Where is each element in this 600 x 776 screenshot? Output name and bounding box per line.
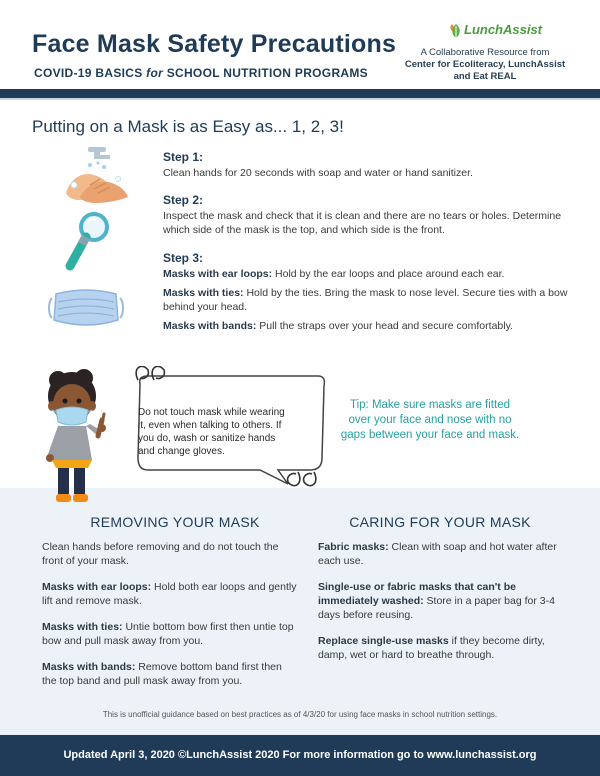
removing-ear-label: Masks with ear loops: [42,581,152,593]
removing-bands-text: Remove bottom band first then the top band and pull mask away from you. [42,661,282,687]
step-3-ear-loops [163,267,573,281]
removing-bands-label: Masks with bands: [42,661,136,673]
page-title: Face Mask Safety Precautions [32,30,397,58]
step-3-ties-text: Hold by the ties. Bring the mask to nose level. Secure ties with a bow behind your head. [163,287,568,313]
step-3-title: Step 3: [163,251,204,265]
caring-heading: CARING FOR YOUR MASK [349,514,531,530]
collab-line-1: A Collaborative Resource from [420,47,550,58]
removing-ear-loops [42,580,297,608]
collaboration-credit [400,47,570,83]
do-not-touch-note: Do not touch mask while wearing it, even when talking to others. If you do, wash or sanitize hands and change gloves. [138,407,285,457]
subtitle-pre: COVID-19 BASICS [34,66,147,80]
putting-on-heading: Putting on a Mask is as Easy as... 1, 2, 3! [32,117,344,136]
magnifying-glass-icon [62,210,112,276]
quote-close-icon [288,472,316,486]
removing-ties-label: Masks with ties: [42,621,123,633]
caring-replace-text: if they become dirty, damp, wet or hard to breathe through. [318,635,545,661]
fit-tip: Tip: Make sure masks are fitted over your face and nose with no gaps between your face and mask. [340,399,520,441]
step-3-ear-text: Hold by the ear loops and place around each ear. [272,268,505,280]
step-3 [163,251,573,338]
page-subtitle [34,66,368,80]
caring-fabric-label: Fabric masks: [318,541,389,553]
removing-bands [42,660,297,688]
header-divider [0,89,600,98]
removing-heading: REMOVING YOUR MASK [90,514,260,530]
caring-column [318,540,563,674]
step-2-title: Step 2: [163,193,204,207]
step-1 [163,150,573,185]
caring-single-use [318,580,563,622]
step-2 [163,193,573,242]
removing-ear-text: Hold both ear loops and gently lift and remove mask. [42,581,297,607]
step-2-text: Inspect the mask and check that it is clean and there are no tears or holes. Determine which side of the mask is the top, and which side is the front. [163,210,562,236]
removing-ties-text: Untie bottom bow first then untie top bow and pull mask away from you. [42,621,294,647]
step-3-bands [163,319,573,333]
header [0,0,600,90]
step-3-bands-label: Masks with bands: [163,320,257,332]
removing-column [42,540,297,700]
subtitle-for: for [146,66,164,80]
step-3-ear-label: Masks with ear loops: [163,268,273,280]
step-1-title: Step 1: [163,150,204,164]
lunchassist-logo [450,22,543,40]
step-3-ties [163,286,573,314]
leaf-icon [450,23,462,39]
caring-replace [318,634,563,662]
hand-washing-icon [60,145,132,207]
caring-fabric-text: Clean with soap and hot water after each use. [318,541,557,567]
caring-fabric [318,540,563,568]
removing-p1: Clean hands before removing and do not touch the front of your mask. [42,541,279,567]
collab-line-2: Center for Ecoliteracy, LunchAssist [404,59,566,70]
caring-single-label: Single-use or fabric masks that can't be immediately washed: [318,581,516,607]
surgical-mask-icon [48,288,124,328]
subtitle-post: SCHOOL NUTRITION PROGRAMS [163,66,368,80]
child-with-mask-illustration [38,368,114,508]
logo-text: LunchAssist [464,22,543,37]
removing-ties [42,620,297,648]
step-1-text: Clean hands for 20 seconds with soap and water or hand sanitizer. [163,167,473,179]
header-divider-light [0,98,600,100]
step-3-ties-label: Masks with ties: [163,287,244,299]
footer: Updated April 3, 2020 ©LunchAssist 2020 For more information go to www.lunchassist.org [0,735,600,776]
step-3-bands-text: Pull the straps over your head and secure comfortably. [256,320,513,332]
disclaimer: This is unofficial guidance based on best practices as of 4/3/20 for using face masks in school nutrition settings. [102,710,498,719]
caring-single-text: Store in a paper bag for 3-4 days before reusing. [318,595,555,621]
collab-line-3: and Eat REAL [453,71,517,82]
caring-replace-label: Replace single-use masks [318,635,449,647]
